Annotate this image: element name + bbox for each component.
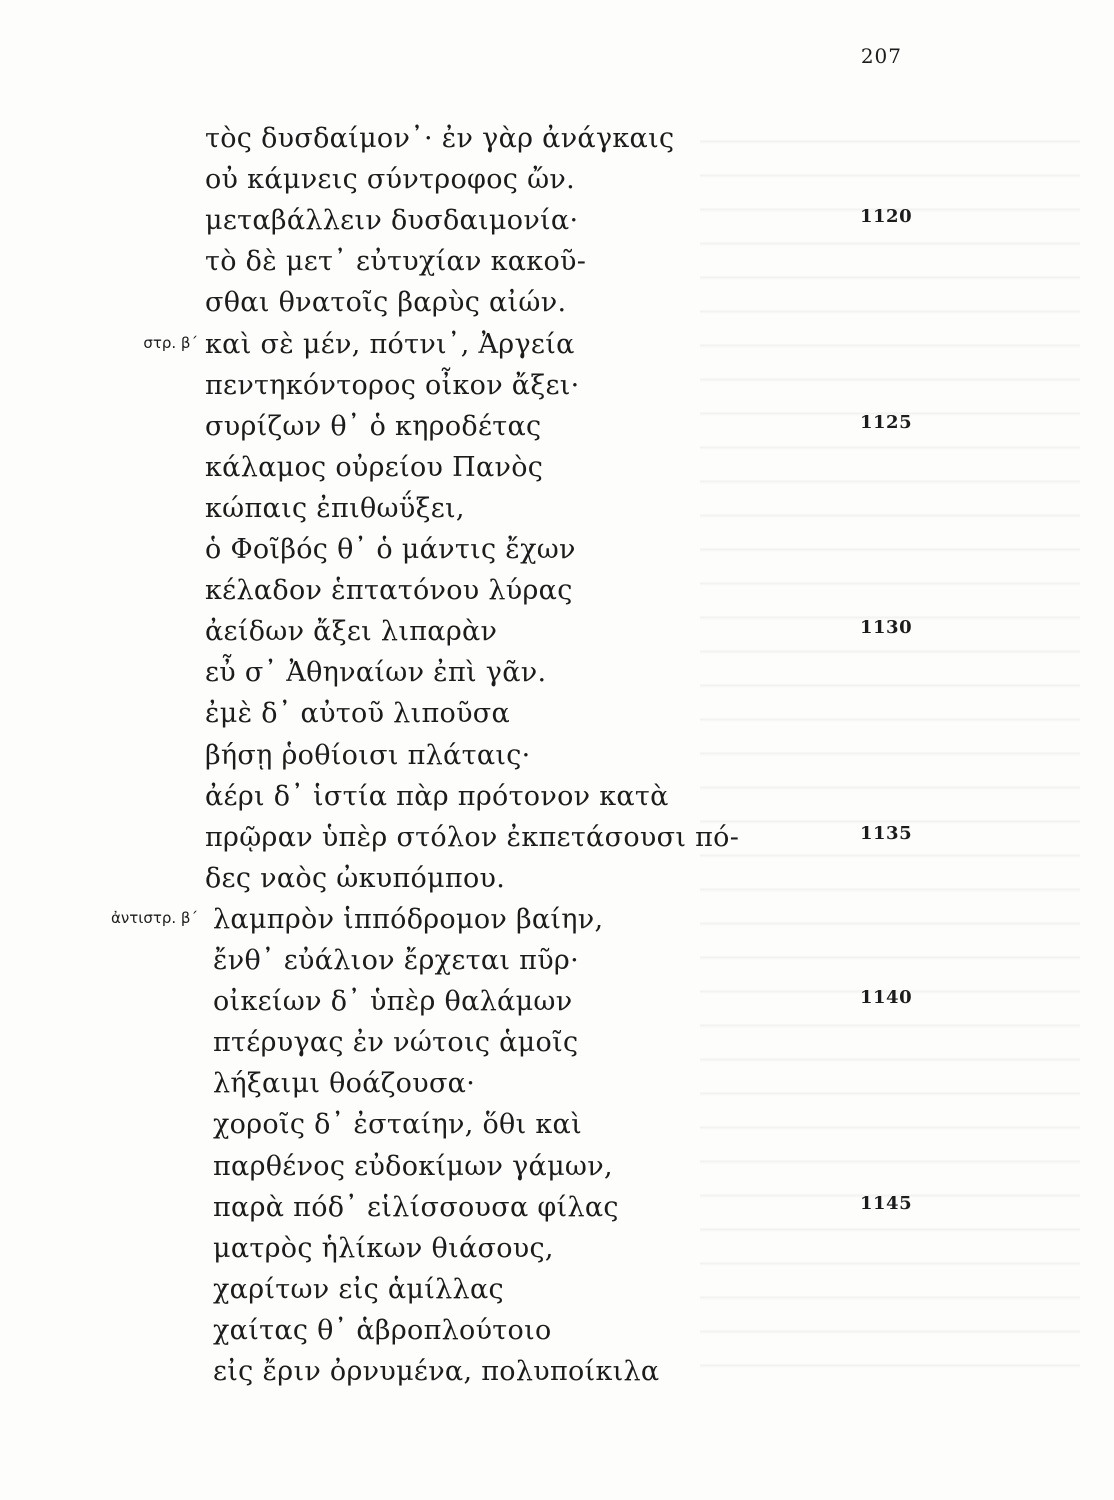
verse-text: ἀέρι δ᾽ ἱστία πὰρ πρότονον κατὰ bbox=[205, 780, 669, 812]
line-number: 1130 bbox=[860, 617, 913, 639]
verse-line bbox=[0, 1146, 1114, 1187]
verse-text: κάλαμος οὐρείου Πανὸς bbox=[205, 451, 544, 483]
page-number: 207 bbox=[860, 44, 902, 68]
verse-line bbox=[0, 735, 1114, 776]
verse-line bbox=[0, 858, 1114, 899]
verse-text: σθαι θνατοῖς βαρὺς αἰών. bbox=[205, 287, 567, 319]
verse-line bbox=[0, 282, 1114, 323]
marginal-label: ἀντιστρ. β΄ bbox=[110, 908, 198, 927]
verse-text: οὐ κάμνεις σύντροφος ὤν. bbox=[205, 164, 575, 196]
verse-text: συρίζων θ᾽ ὁ κηροδέτας bbox=[205, 410, 542, 442]
verse-line bbox=[0, 406, 1114, 447]
verse-line bbox=[0, 159, 1114, 200]
verse-line bbox=[0, 1228, 1114, 1269]
verse-line bbox=[0, 1187, 1114, 1228]
verse-text: λήξαιμι θοάζουσα· bbox=[213, 1068, 476, 1100]
verse-text: εἰς ἔριν ὀρνυμένα, πολυποίκιλα bbox=[213, 1356, 660, 1387]
verse-line bbox=[0, 241, 1114, 282]
verse-text: χοροῖς δ᾽ ἐσταίην, ὅθι καὶ bbox=[213, 1109, 582, 1141]
verse-text: παρθένος εὐδοκίμων γάμων, bbox=[213, 1150, 613, 1182]
line-number: 1140 bbox=[860, 987, 913, 1009]
line-number: 1125 bbox=[860, 411, 913, 433]
verse-line bbox=[0, 1022, 1114, 1063]
verse-line bbox=[0, 652, 1114, 693]
verse-text: πτέρυγας ἐν νώτοις ἁμοῖς bbox=[213, 1027, 579, 1059]
verse-text: τὸς δυσδαίμον᾽· ἐν γὰρ ἀνάγκαις bbox=[205, 123, 675, 154]
verse-text: ἔνθ᾽ εὐάλιον ἔρχεται πῦρ· bbox=[213, 945, 579, 976]
verse-text: κέλαδον ἑπτατόνου λύρας bbox=[205, 575, 573, 607]
verse-line bbox=[0, 365, 1114, 406]
verse-text: ἀείδων ἄξει λιπαρὰν bbox=[205, 616, 498, 648]
verse-text: χαίτας θ᾽ ἁβροπλούτοιο bbox=[213, 1314, 552, 1346]
verse-text: οἰκείων δ᾽ ὑπὲρ θαλάμων bbox=[213, 986, 573, 1018]
verse-text: ὁ Φοῖβός θ᾽ ὁ μάντις ἔχων bbox=[205, 534, 576, 565]
verse-text: πρῷραν ὑπὲρ στόλον ἐκπετάσουσι πό- bbox=[205, 821, 740, 853]
line-number: 1135 bbox=[860, 822, 913, 844]
verse-text: κώπαις ἐπιθωΰξει, bbox=[205, 492, 465, 524]
verse-text: παρὰ πόδ᾽ εἱλίσσουσα φίλας bbox=[213, 1191, 619, 1223]
verse-text: χαρίτων εἰς ἁμίλλας bbox=[213, 1273, 504, 1305]
verse-text: ἐμὲ δ᾽ αὐτοῦ λιποῦσα bbox=[205, 698, 511, 730]
verse-line bbox=[0, 529, 1114, 570]
verse-line bbox=[0, 981, 1114, 1022]
verse-line bbox=[0, 817, 1114, 858]
line-number: 1120 bbox=[860, 206, 913, 228]
marginal-label: στρ. β΄ bbox=[143, 333, 198, 352]
verse-text: εὖ σ᾽ Ἀθηναίων ἐπὶ γᾶν. bbox=[205, 657, 547, 689]
line-number: 1145 bbox=[860, 1192, 913, 1214]
verse-text: λαμπρὸν ἱππόδρομον βαίην, bbox=[213, 903, 604, 935]
verse-line bbox=[0, 324, 1114, 365]
verse-line bbox=[0, 570, 1114, 611]
verse-line bbox=[0, 488, 1114, 529]
verse-text: δες ναὸς ὠκυπόμπου. bbox=[205, 862, 506, 894]
verse-line bbox=[0, 693, 1114, 734]
verse-line bbox=[0, 1269, 1114, 1310]
verse-line bbox=[0, 200, 1114, 241]
verse-text: καὶ σὲ μέν, πότνι᾽, Ἀργεία bbox=[205, 328, 575, 360]
verse-text: τὸ δὲ μετ᾽ εὐτυχίαν κακοῦ- bbox=[205, 246, 587, 278]
verse-line bbox=[0, 776, 1114, 817]
verse-text: μεταβάλλειν δυσδαιμονία· bbox=[205, 205, 579, 237]
verse-text: ματρὸς ἡλίκων θιάσους, bbox=[213, 1232, 554, 1264]
verse-line bbox=[0, 611, 1114, 652]
verse-line bbox=[0, 940, 1114, 981]
verse-line bbox=[0, 447, 1114, 488]
verse-line bbox=[0, 1351, 1114, 1392]
verse-text: πεντηκόντορος οἶκον ἄξει· bbox=[205, 369, 580, 401]
verse-line bbox=[0, 118, 1114, 159]
verse-line bbox=[0, 899, 1114, 940]
verse-line bbox=[0, 1104, 1114, 1145]
verse-text: βήσῃ ῥοθίοισι πλάταις· bbox=[205, 739, 531, 771]
verse-line bbox=[0, 1063, 1114, 1104]
verse-line bbox=[0, 1310, 1114, 1351]
